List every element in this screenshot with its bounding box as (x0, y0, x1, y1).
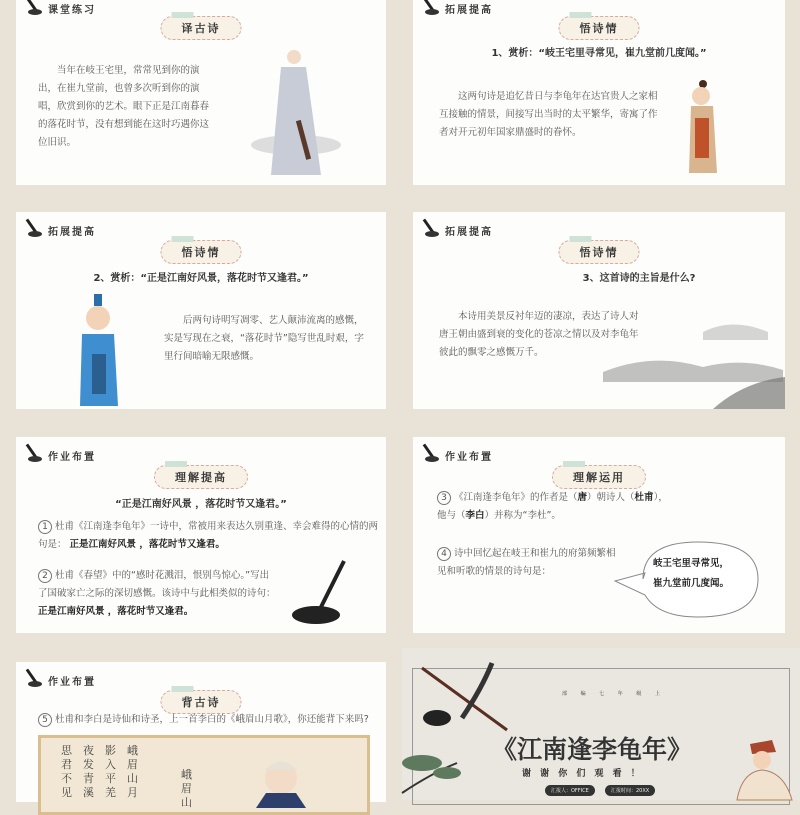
bubble-answer: 岐王宅里寻常见， 崔九堂前几度闻。 (653, 558, 730, 589)
question-2: 2 杜甫《春望》中的“感时花溅泪，恨别鸟惊心。”写出了国破家亡之际的深切感慨。该诗中与此相类似的诗句： 正是江南好风景 ，落花时节又逢君。 (38, 570, 276, 617)
subtitle: 3、这首诗的主旨是什么? (582, 273, 696, 284)
poem-title: 峨眉山 (181, 768, 192, 809)
section-title: 作业布置 (48, 677, 96, 688)
poem-column: 夜发青溪 (83, 744, 94, 799)
closing-title: 《江南逢李龟年》 (492, 735, 693, 764)
slide-2[interactable] (413, 0, 785, 185)
subtitle: 2、赏析：“正是江南好风景，落花时节又逢君。” (93, 273, 309, 284)
ink-brush-decoration (402, 658, 512, 738)
pill-label: 译古诗 (161, 16, 242, 40)
brush-icon (421, 0, 443, 16)
question-4: 4 诗中回忆起在岐王和崔九的府第频繁相见和听歌的情景的诗句是： (437, 548, 616, 577)
pill-label: 背古诗 (161, 690, 242, 714)
section-title: 课堂练习 (48, 5, 96, 16)
body-text: 后两句诗明写凋零、艺人颠沛流离的感慨，实是写现在之衰，“落花时节”隐写世乱时艰，字里行间暗喻无限感慨。 (164, 315, 364, 362)
thanks-text: 谢 谢 你 们 观 看 ！ (522, 769, 643, 779)
slide-1[interactable] (16, 0, 386, 185)
pill-label: 理解提高 (154, 465, 248, 489)
answer-2: 正是江南好风景 ，落花时节又逢君。 (38, 606, 194, 617)
question-5: 5 杜甫和李白是诗仙和诗圣，上一首李白的《峨眉山月歌》，你还能背下来吗? (38, 711, 388, 729)
scholar-illustration (246, 45, 346, 180)
poem-scroll (38, 735, 370, 815)
grade-line: 部 编 七 年 级 上 (562, 691, 666, 697)
question-1: 1 杜甫《江南逢李龟年》一诗中，常被用来表达久别重逢、幸会难得的心情的两句是： 正是江南好风景 ，落花时节又逢君。 (38, 521, 379, 550)
question-3: 3 《江南逢李龟年》的作者是（唐）朝诗人（杜甫）， 他与（李白）并称为“李杜”。 (437, 492, 668, 521)
slide-6[interactable] (413, 437, 785, 633)
brush-icon (24, 668, 46, 688)
poem-column: 思君不见 (61, 744, 72, 799)
pill-label: 悟诗情 (559, 16, 640, 40)
brush-icon (24, 443, 46, 463)
pill-label: 悟诗情 (161, 240, 242, 264)
subtitle: “正是江南好风景 ，落花时节又逢君。” (115, 499, 287, 510)
slide-5[interactable] (16, 437, 386, 633)
body-text: 本诗用美景反衬年迈的凄凉，表达了诗人对唐王朝由盛到衰的变化的苍凉之情以及对李龟年彼此的飘零之感慨万千。 (439, 311, 639, 358)
ink-brush-illustration (286, 557, 356, 627)
boy-illustration (74, 294, 124, 409)
li-bai-portrait (241, 748, 321, 808)
ink-mountain-landscape (593, 312, 785, 409)
slide-3[interactable] (16, 212, 386, 409)
pill-label: 悟诗情 (559, 240, 640, 264)
section-title: 作业布置 (445, 452, 493, 463)
lady-illustration (683, 78, 723, 178)
du-fu-portrait (722, 736, 800, 800)
pill-label: 理解运用 (552, 465, 646, 489)
slide-7[interactable] (16, 662, 386, 809)
poem-column: 影入平羌 (105, 744, 116, 799)
section-title: 拓展提高 (445, 227, 493, 238)
answer-1: 正是江南好风景 ，落花时节又逢君。 (69, 539, 225, 550)
reporter-badge: 汇报人：OFFICE (545, 785, 595, 796)
time-badge: 汇报时间：20XX (605, 785, 655, 796)
pine-tree-illustration (402, 743, 462, 800)
poem-column: 峨眉山月 (127, 744, 138, 799)
body-text: 当年在岐王宅里，常常见到你的演出，在崔九堂前，也曾多次听到你的演唱，欣赏到你的艺术。眼下正是江南暮春的落花时节，没有想到能在这时巧遇你这位旧识。 (38, 65, 210, 148)
body-text: 这两句诗是追忆昔日与李龟年在达官贵人之家相互接触的情景，间接写出当时的太平繁华，寄寓了作者对开元初年国家鼎盛时的眷怀。 (439, 91, 658, 138)
section-title: 拓展提高 (445, 5, 493, 16)
slide-8[interactable] (402, 648, 800, 800)
section-title: 拓展提高 (48, 227, 96, 238)
brush-icon (24, 218, 46, 238)
subtitle: 1、赏析：“岐王宅里寻常见，崔九堂前几度闻。” (491, 48, 707, 59)
brush-icon (421, 218, 443, 238)
slide-4[interactable] (413, 212, 785, 409)
brush-icon (421, 443, 443, 463)
brush-icon (24, 0, 46, 16)
section-title: 作业布置 (48, 452, 96, 463)
